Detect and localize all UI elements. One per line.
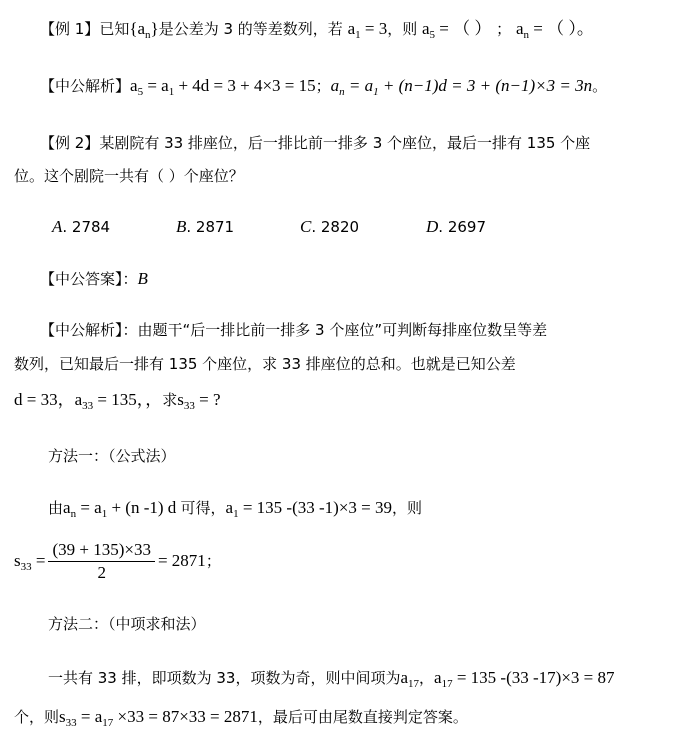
analysis-2-line-3: d = 33，$a_{33} = 135$，，求$s_{33}$ = ? (14, 390, 221, 412)
option-d: D. 2697 (426, 217, 486, 236)
analysis-2-label: 【中公解析】 (40, 321, 123, 339)
answer: 【中公答案】：B (40, 269, 148, 288)
option-a: A. 2784 (52, 217, 111, 236)
fraction-denominator: 2 (97, 563, 106, 582)
method-1-line-1: 由$a_n = a_1 + (n$ -1) d 可得，$a_1 = 135$ -(33 -1)×3 = 39，则 (48, 498, 423, 520)
method-2-line-1: 一共有 33 排，即项数为 33，项数为奇，则中间项为$a_{17}$，$a_{17} = 135$ -(33 -17)×3 = 87 (48, 668, 615, 690)
example-2-label: 【例 2】 (40, 134, 100, 152)
analysis-2-line-1: 【中公解析】：由题干“后一排比前一排多 3 个座位”可判断每排座位数呈等差 (40, 321, 548, 339)
analysis-label: 【中公解析】 (40, 77, 131, 95)
method-2-line-2: 个，则$s_{33} = a_{17} \times 33 = 87\times 33 = 2871$，最后可由尾数直接判定答案。 (14, 707, 468, 729)
option-b: B. 2871 (176, 217, 235, 236)
sum-fraction (48, 539, 155, 584)
formula-a5: $a_5 = a_1 + 4d = 3 + 4\times 3 = 15$ (130, 76, 316, 98)
sequence-notation: $\{a_n\}$ (129, 19, 159, 41)
answer-label: 【中公答案】 (40, 270, 123, 288)
example-1-label: 【例 1】 (40, 20, 100, 38)
method-1-title: 方法一：（公式法） (48, 447, 176, 465)
option-c: C. 2820 (300, 217, 360, 236)
example-1-question: 【例 1】已知$\{a_n\}$是公差为 3 的等差数列，若 $a_1 = 3$，则 $a_5$ = （ ） ； $a_n$ = （ ）。 (40, 19, 594, 41)
analysis-2-line-2: 数列，已知最后一排有 135 个座位，求 33 排座位的总和。也就是已知公差 (14, 355, 516, 373)
formula-an: $a_n = a_1 + (n-1)d = 3 + (n-1)\times 3 = 3n$ (330, 76, 593, 98)
fraction-numerator: (39 + 135)×33 (48, 539, 155, 562)
example-2-question-line-2: 位。这个剧院一共有（ ）个座位？ (14, 167, 244, 185)
method-1-fraction-line: $s_{33}$ = $\frac{(39 + 135)\times 33}{2}$ = 2871； (14, 540, 221, 582)
example-2-question-line-1: 【例 2】某剧院有 33 排座位，后一排比前一排多 3 个座位，最后一排有 135 个座 (40, 134, 591, 152)
example-1-analysis: 【中公解析】$a_5 = a_1 + 4d = 3 + 4\times 3 = 15$；$a_n = a_1 + (n-1)d = 3 + (n-1)\times 3 = 3n$。 (40, 76, 608, 98)
answer-value: B (137, 269, 148, 288)
method-2-title: 方法二：（中项求和法） (48, 615, 206, 633)
